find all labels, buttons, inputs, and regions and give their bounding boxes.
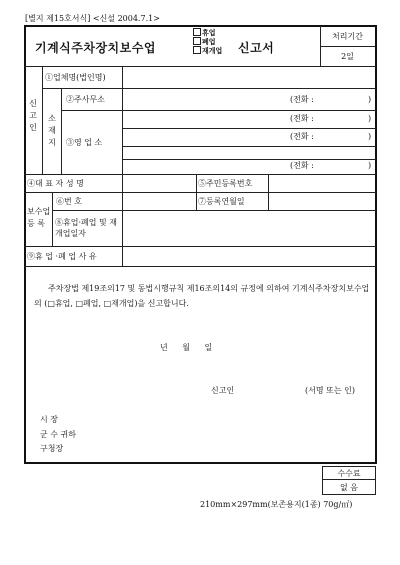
fee-box-bottom — [322, 494, 376, 495]
checkbox-icon — [193, 37, 201, 45]
form-title-suffix: 신고서 — [238, 41, 275, 55]
recipient-mayor: 시 장 — [40, 415, 58, 424]
phone-close: ) — [368, 132, 372, 141]
declaration-text: 주차장법 제19조의17 및 동법시행규칙 제16조의14의 규정에 의하여 기계식주차장치보수업의 (□휴업, □폐업, □재개업)을 신고합니다. — [34, 284, 370, 308]
declaration-date: 년 월 일 — [160, 343, 213, 352]
location-label: 소재지 — [48, 114, 56, 147]
option-resume[interactable]: 재개업 — [193, 46, 222, 55]
row-line — [122, 159, 376, 160]
business-site-field[interactable] — [123, 111, 283, 128]
change-date-label: ⑧휴업·폐업 및 재개업일자 — [55, 218, 117, 238]
recipient-county: 군 수 귀하 — [40, 430, 76, 439]
registration-date-label: ⑦등록연월일 — [198, 197, 245, 206]
registration-number-field[interactable] — [123, 193, 195, 210]
frame-top — [24, 25, 376, 27]
processing-mid — [320, 46, 375, 47]
phone-label: (전화 : — [290, 132, 314, 141]
frame-left — [24, 25, 26, 464]
phone-label: (전화 : — [290, 114, 314, 123]
processing-value: 2일 — [341, 52, 354, 61]
form-reference: [별지 제15호서식] <신설 2004.7.1> — [25, 14, 160, 23]
registration-number-label: ⑥번 호 — [56, 197, 82, 206]
fee-value: 없 음 — [340, 483, 358, 492]
col-line — [61, 88, 62, 174]
frame-right — [375, 25, 377, 464]
reporter-label: 신고인 — [29, 99, 37, 132]
representative-name-field[interactable] — [123, 175, 195, 192]
registration-label: 보수업 등 록 — [27, 207, 51, 228]
fee-box-mid — [322, 479, 376, 480]
status-options — [193, 28, 222, 55]
phone-label: (전화 : — [290, 161, 314, 170]
registration-date-field[interactable] — [269, 193, 374, 210]
representative-name-label: ④대 표 자 성 명 — [27, 179, 84, 188]
phone-close: ) — [368, 95, 372, 104]
row-line — [122, 146, 376, 147]
paper-spec: 210mm×297mm(보존용지(1종) 70g/㎡) — [200, 500, 353, 509]
fee-label: 수수료 — [337, 469, 361, 478]
row-line — [122, 128, 376, 129]
checkbox-icon — [193, 46, 201, 54]
reason-label: ⑨휴 업 ·폐 업 사 유 — [27, 252, 97, 261]
signature-note: (서명 또는 인) — [305, 386, 355, 395]
col-line — [42, 66, 43, 174]
phone-close: ) — [368, 161, 372, 170]
business-site-label: ③영 업 소 — [66, 138, 103, 147]
col-line — [52, 192, 53, 246]
business-name-label: ①업체명(법인명) — [45, 73, 106, 82]
checkbox-icon — [193, 28, 201, 36]
option-suspend[interactable]: 휴업 — [193, 28, 222, 37]
office-address-field[interactable] — [123, 89, 283, 110]
change-date-field[interactable] — [123, 211, 374, 246]
office-address-label: ②주사무소 — [66, 95, 105, 104]
resident-id-field[interactable] — [269, 175, 374, 192]
row-line — [24, 266, 376, 267]
form-title: 기계식주차장치보수업 — [35, 41, 156, 55]
business-name-field[interactable] — [123, 67, 375, 88]
reason-field[interactable] — [123, 247, 374, 266]
processing-label: 처리기간 — [332, 32, 363, 41]
phone-label: (전화 : — [290, 95, 314, 104]
phone-close: ) — [368, 114, 372, 123]
frame-bottom — [24, 462, 376, 464]
resident-id-label: ⑤주민등록번호 — [198, 179, 253, 188]
recipient-district: 구청장 — [40, 444, 64, 453]
fee-box-top — [322, 466, 376, 467]
option-close[interactable]: 폐업 — [193, 37, 222, 46]
signer-label: 신고인 — [211, 386, 235, 395]
